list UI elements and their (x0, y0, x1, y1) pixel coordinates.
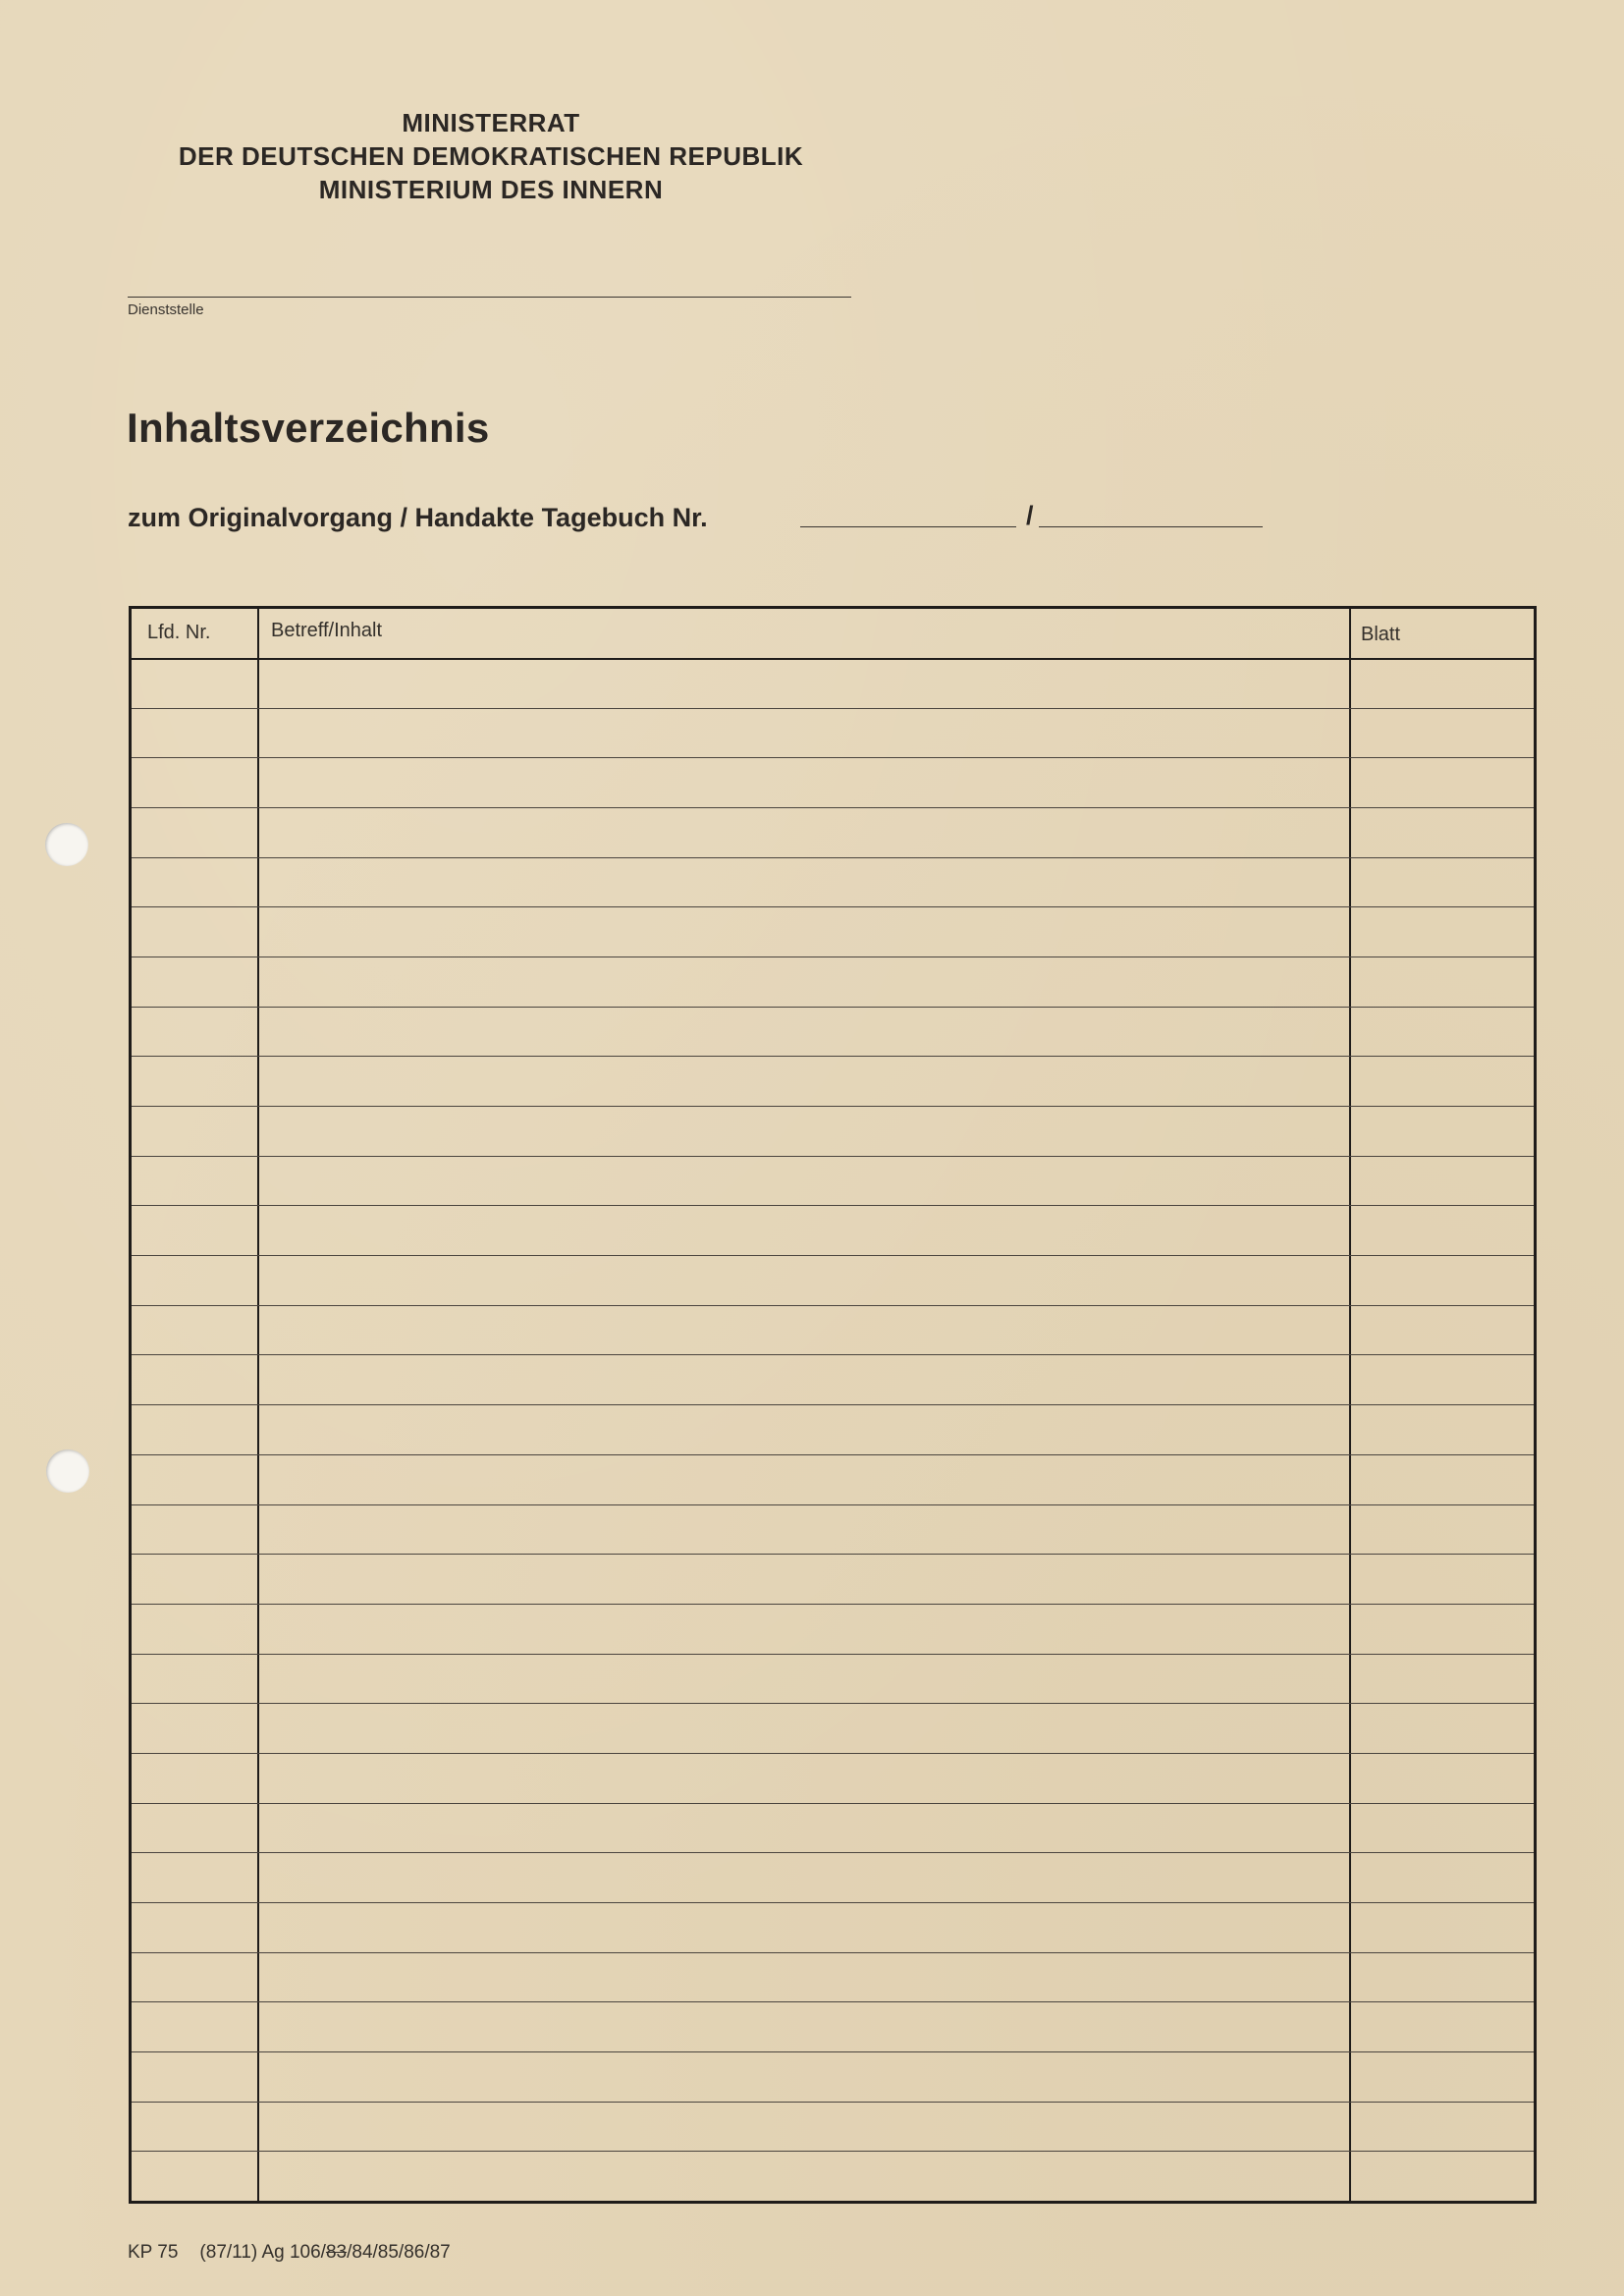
edition-struck-year: 83 (325, 2242, 348, 2263)
table-row (132, 1056, 1534, 1057)
tagebuch-subtitle: zum Originalvorgang / Handakte Tagebuch Nr. (128, 503, 708, 532)
dienststelle-field[interactable] (128, 297, 851, 298)
table-row (132, 2102, 1534, 2103)
table-row (132, 1404, 1534, 1405)
table-row (132, 757, 1534, 758)
table-row (132, 2051, 1534, 2052)
table-row (132, 1902, 1534, 1903)
table-row (132, 1753, 1534, 1754)
table-row (132, 1504, 1534, 1505)
table-row (132, 857, 1534, 858)
table-row (132, 1205, 1534, 1206)
issuer-line-1: MINISTERRAT (402, 108, 580, 137)
column-header-lfd-nr: Lfd. Nr. (147, 622, 211, 643)
header-rule (132, 658, 1534, 660)
edition-prefix: (87/11) Ag 106/ (199, 2242, 326, 2263)
table-row (132, 1604, 1534, 1605)
table-row (132, 1255, 1534, 1256)
punch-hole-bottom (46, 1449, 89, 1493)
table-row (132, 1654, 1534, 1655)
tagebuch-number-field-1[interactable] (800, 526, 1016, 527)
column-header-blatt: Blatt (1361, 624, 1401, 645)
table-row (132, 1703, 1534, 1704)
form-footer (128, 2242, 451, 2264)
table-row (132, 1852, 1534, 1853)
table-row (132, 1156, 1534, 1157)
issuer-line-2: DER DEUTSCHEN DEMOKRATISCHEN REPUBLIK (178, 141, 804, 171)
table-row (132, 1454, 1534, 1455)
form-code: KP 75 (128, 2242, 179, 2263)
tagebuch-number-field-2[interactable] (1039, 526, 1263, 527)
table-row (132, 2151, 1534, 2152)
edition-suffix: /84/85/86/87 (347, 2242, 451, 2263)
table-row (132, 1554, 1534, 1555)
table-row (132, 807, 1534, 808)
dienststelle-label: Dienststelle (128, 301, 204, 318)
tagebuch-separator: / (1026, 501, 1034, 530)
page-title: Inhaltsverzeichnis (127, 405, 490, 451)
table-row (132, 1803, 1534, 1804)
issuer-header (128, 106, 854, 206)
punch-hole-top (45, 823, 88, 866)
contents-table (129, 606, 1537, 2204)
table-row (132, 1305, 1534, 1306)
table-row (132, 2001, 1534, 2002)
issuer-line-3: MINISTERIUM DES INNERN (318, 175, 664, 204)
table-row (132, 906, 1534, 907)
column-header-betreff: Betreff/Inhalt (271, 620, 383, 641)
table-row (132, 1007, 1534, 1008)
table-row (132, 1106, 1534, 1107)
table-row (132, 1952, 1534, 1953)
table-row (132, 708, 1534, 709)
table-row (132, 1354, 1534, 1355)
